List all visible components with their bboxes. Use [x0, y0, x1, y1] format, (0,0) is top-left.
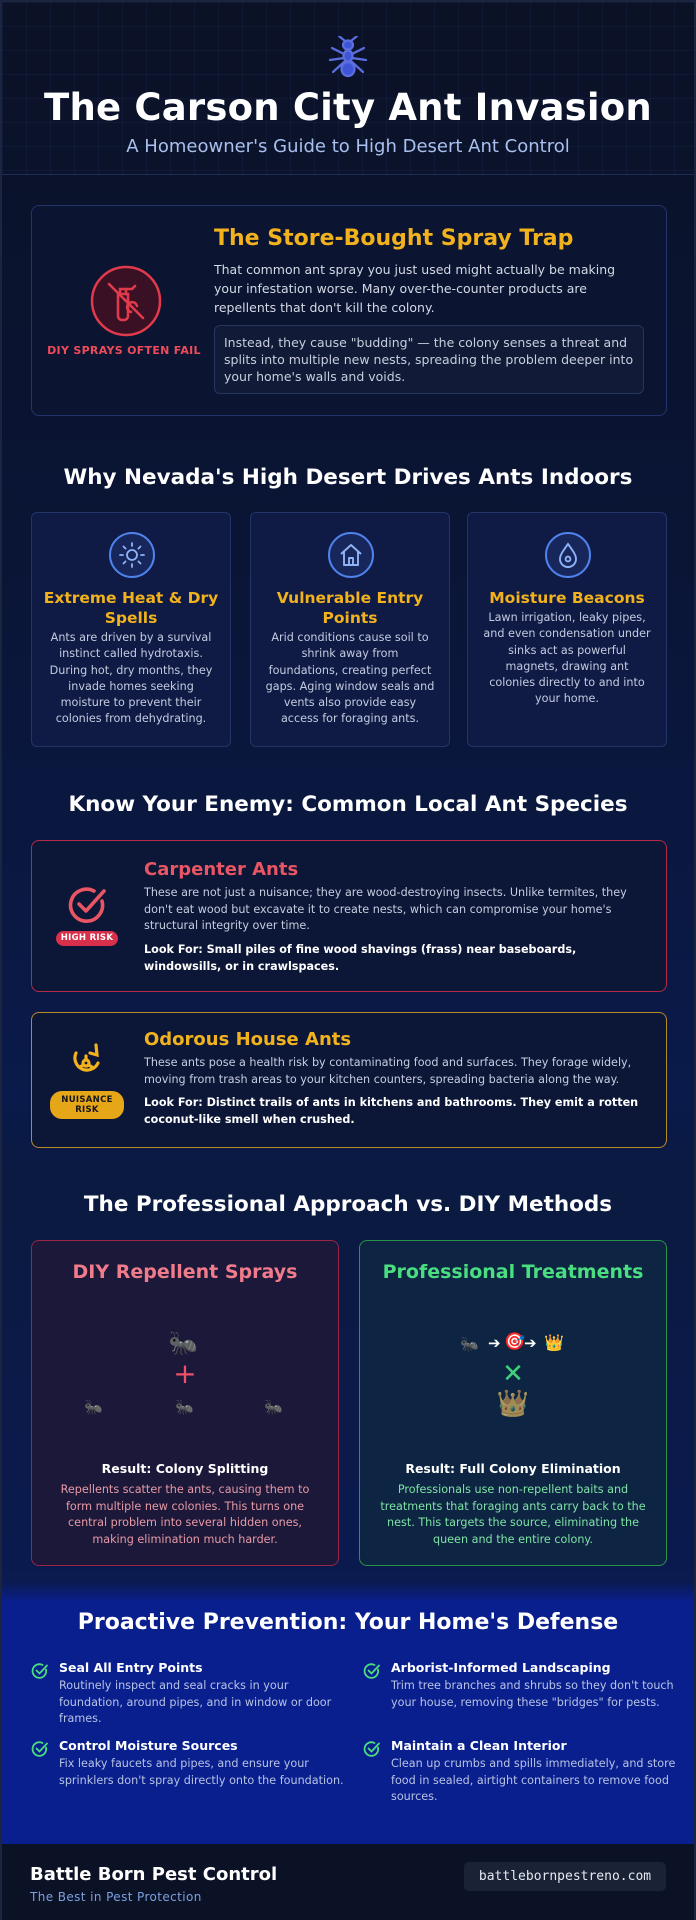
nuisance-risk-badge: NUISANCE RISK [50, 1091, 124, 1119]
arrow-glyph: ➔ [488, 1334, 501, 1352]
comparison-title: The Professional Approach vs. DIY Methods [83, 1192, 613, 1217]
reason-title: Extreme Heat & Dry Spells [43, 589, 219, 627]
check-circle-icon [31, 1740, 49, 1758]
species-description: These are not just a nuisance; they are wood-destroying insects. Unlike termites, they don't eat wood but excavate it to create nests, which can compromise your home's structural integrity over time. [144, 886, 627, 932]
reason-title: Vulnerable Entry Points [276, 589, 424, 627]
species-description: These ants pose a health risk by contaminating food and surfaces. They forage widely, moving from trash areas to your kitchen counters, spreading bacteria along the way. [144, 1056, 632, 1086]
page-subtitle: A Homeowner's Guide to High Desert Ant Control [126, 136, 570, 157]
prevention-item-text: Routinely inspect and seal cracks in your foundation, around pipes, and in window or door frames. [59, 1679, 332, 1725]
target-check-icon [66, 883, 110, 927]
reason-card-heat [31, 512, 231, 747]
spray-fail-label: DIY SPRAYS OFTEN FAIL [47, 344, 201, 357]
prevention-item-text: Fix leaky faucets and pipes, and ensure your sprinklers don't spray directly onto the foundation. [59, 1757, 344, 1787]
footer [2, 1844, 694, 1920]
water-drop-icon [544, 531, 592, 579]
pro-card [359, 1240, 667, 1566]
reason-card-moisture [467, 512, 667, 747]
website-link[interactable]: battlebornpestreno.com [464, 1862, 666, 1891]
ant-glyph: 🐜 [175, 1398, 194, 1416]
spray-trap-quote: Instead, they cause "budding" — the colony senses a threat and splits into multiple new nests, spreading the problem deeper into your home's walls and voids. [214, 325, 644, 394]
crown-glyph: 👑 [544, 1333, 564, 1352]
species-look-for: Look For: Distinct trails of ants in kitchens and bathrooms. They emit a rotten coconut-like smell when crushed. [144, 1096, 639, 1126]
header [2, 2, 694, 175]
reasons-title: Why Nevada's High Desert Drives Ants Indoors [63, 465, 633, 490]
reason-text: Ants are driven by a survival instinct called hydrotaxis. During hot, dry months, they invade homes seeking moisture to prevent their colonies from dehydrating. [49, 631, 213, 726]
plus-glyph: + [173, 1357, 197, 1390]
biohazard-icon [66, 1041, 106, 1081]
page-title: The Carson City Ant Invasion [44, 86, 652, 129]
ant-glyph: 🐜 [460, 1335, 479, 1353]
spray-trap-card [31, 205, 667, 416]
ant-glyph: 🐜 [168, 1329, 198, 1357]
spray-trap-text: That common ant spray you just used might actually be making your infestation worse. Many over-the-counter products are repellents that don't kill the colony. [214, 262, 616, 315]
home-icon [327, 531, 375, 579]
pro-text: Professionals use non-repellent baits and treatments that foraging ants carry back to the nest. This targets the source, eliminating the queen and the entire colony. [380, 1483, 646, 1546]
prevention-item-text: Trim tree branches and shrubs so they don't touch your house, removing these "bridges" for pests. [391, 1679, 674, 1709]
prevention-item-title: Control Moisture Sources [59, 1738, 238, 1753]
ant-icon [324, 36, 372, 78]
pro-title: Professional Treatments [382, 1261, 644, 1283]
x-glyph: ✕ [502, 1359, 524, 1389]
prevention-item-title: Seal All Entry Points [59, 1660, 203, 1675]
prevention-item-text: Clean up crumbs and spills immediately, and store food in sealed, airtight containers to remove food sources. [391, 1757, 676, 1803]
reason-card-entry [250, 512, 450, 747]
crown-glyph: 👑 [496, 1389, 530, 1419]
species-card-odorous [31, 1012, 667, 1148]
species-name: Odorous House Ants [144, 1029, 352, 1050]
species-name: Carpenter Ants [144, 859, 299, 880]
diy-result: Result: Colony Splitting [101, 1461, 269, 1476]
species-look-for: Look For: Small piles of fine wood shavings (frass) near baseboards, windowsills, or in crawlspaces. [144, 943, 577, 973]
spray-trap-title: The Store-Bought Spray Trap [214, 226, 574, 251]
high-risk-badge: HIGH RISK [56, 931, 118, 946]
sun-icon [108, 531, 156, 579]
check-circle-icon [363, 1740, 381, 1758]
spray-trap-icon-panel [32, 206, 216, 417]
reason-text: Arid conditions cause soil to shrink away from foundations, creating perfect gaps. Aging window seals and vents also provide easy access for foraging ants. [265, 631, 435, 726]
species-card-carpenter [31, 840, 667, 992]
species-title: Know Your Enemy: Common Local Ant Species [68, 792, 628, 817]
arrow-glyph: ➔ [524, 1334, 537, 1352]
brand-tagline: The Best in Pest Protection [30, 1890, 202, 1904]
prevention-title: Proactive Prevention: Your Home's Defense [77, 1610, 619, 1635]
pro-result: Result: Full Colony Elimination [405, 1461, 621, 1476]
diy-text: Repellents scatter the ants, causing them to form multiple new colonies. This turns one central problem into several hidden ones, making elimination much harder. [60, 1483, 310, 1546]
no-spray-icon [89, 264, 163, 338]
ant-glyph: 🐜 [264, 1398, 283, 1416]
diy-title: DIY Repellent Sprays [72, 1261, 298, 1283]
brand-name: Battle Born Pest Control [30, 1864, 278, 1885]
reason-title: Moisture Beacons [489, 589, 645, 607]
check-circle-icon [363, 1662, 381, 1680]
prevention-item-title: Maintain a Clean Interior [391, 1738, 567, 1753]
diy-card [31, 1240, 339, 1566]
target-glyph: 🎯 [504, 1332, 526, 1352]
check-circle-icon [31, 1662, 49, 1680]
reason-text: Lawn irrigation, leaky pipes, and even condensation under sinks act as powerful magnets, drawing ant colonies directly to and into your home. [483, 611, 651, 706]
prevention-item-title: Arborist-Informed Landscaping [391, 1660, 611, 1675]
ant-glyph: 🐜 [84, 1398, 103, 1416]
